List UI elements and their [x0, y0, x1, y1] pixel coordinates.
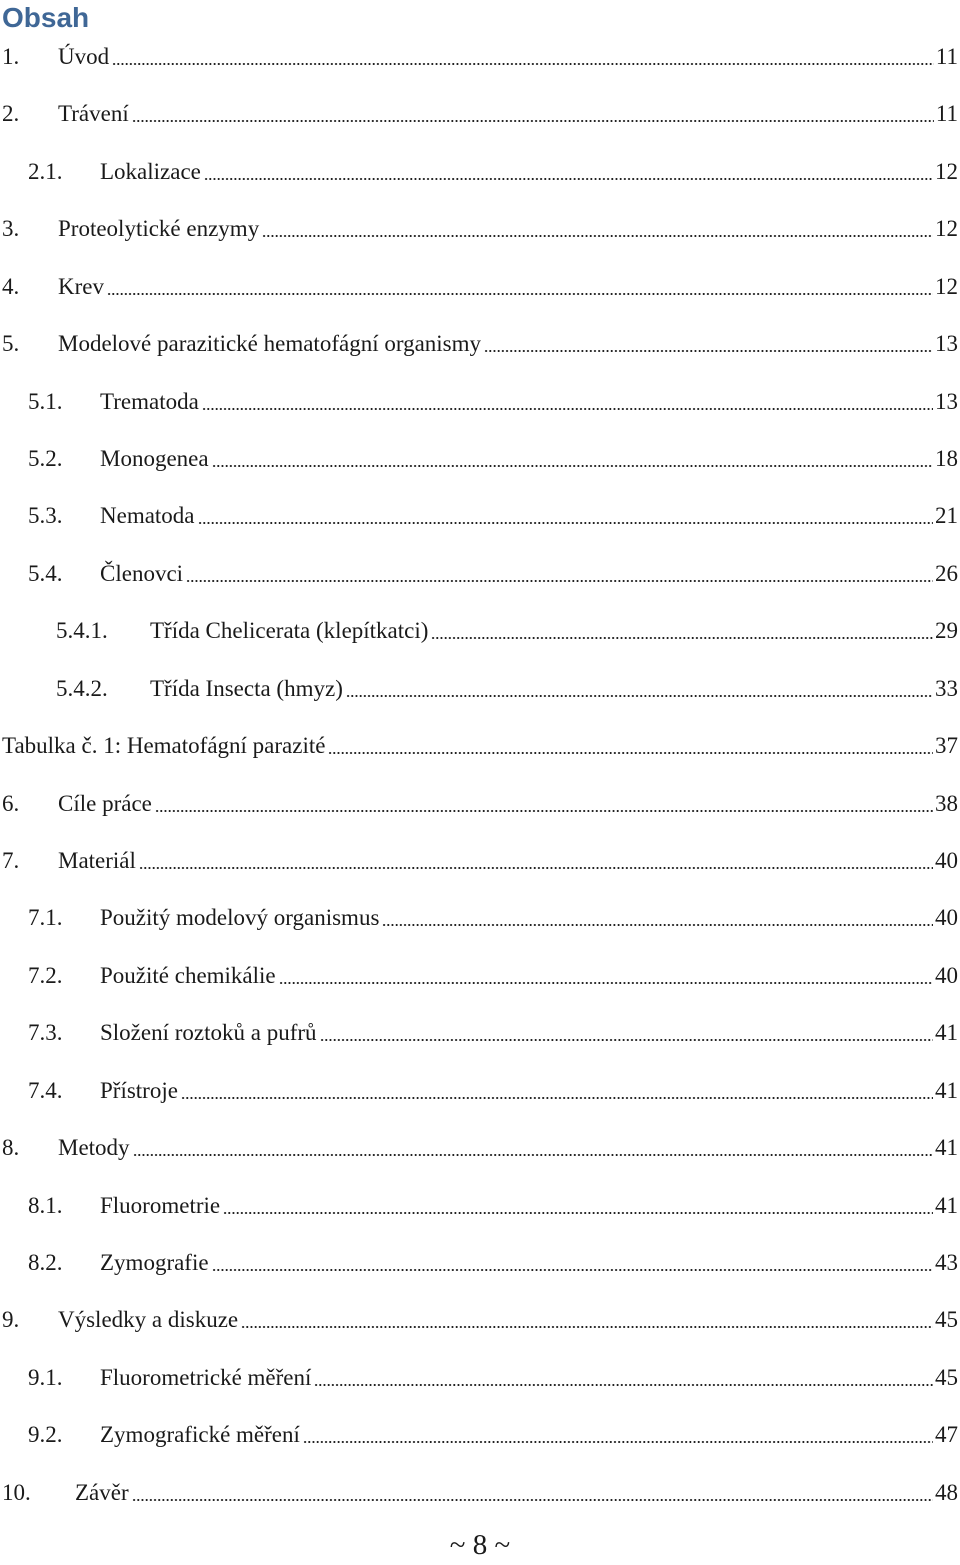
toc-entry[interactable]: [0, 1300, 960, 1340]
toc-entry-number: 8.: [2, 1135, 20, 1161]
toc-entry[interactable]: [0, 94, 960, 134]
toc-entry-number: 1.: [2, 44, 20, 69]
dot-leader: [279, 956, 933, 996]
toc-entry-number: 8.2.: [28, 1250, 63, 1276]
toc-entry[interactable]: [0, 152, 960, 192]
toc-entry[interactable]: [0, 1071, 960, 1111]
dot-leader: [223, 1186, 933, 1226]
toc-heading: Obsah: [2, 2, 90, 33]
toc-entry-title[interactable]: Krev: [58, 273, 104, 299]
toc-entry-number: 9.2.: [28, 1422, 63, 1448]
toc-entry[interactable]: [0, 898, 960, 938]
toc-entry-page[interactable]: 48: [935, 1479, 958, 1505]
toc-entry-title[interactable]: Materiál: [58, 848, 136, 874]
toc-entry-number: 5.4.: [28, 560, 63, 586]
toc-entry-number: 4.: [2, 273, 20, 299]
toc-entry-page[interactable]: 41: [935, 1192, 958, 1218]
toc-entry-number: 9.: [2, 1307, 20, 1333]
dot-leader: [431, 611, 933, 651]
toc-entry[interactable]: [0, 1358, 960, 1398]
toc-entry-title[interactable]: Členovci: [100, 560, 184, 586]
toc-entry-page[interactable]: 11: [935, 101, 958, 127]
toc-entry-number: 7.: [2, 848, 20, 874]
toc-entry-page[interactable]: 45: [935, 1364, 958, 1390]
dot-leader: [212, 1243, 933, 1283]
toc-entry-page[interactable]: 40: [935, 962, 958, 988]
toc-entry-title[interactable]: Závěr: [75, 1479, 129, 1505]
toc-entry-title[interactable]: Úvod: [58, 44, 110, 69]
toc-entry-page[interactable]: 12: [935, 158, 958, 184]
toc-entry-title[interactable]: Zymografické měření: [100, 1422, 300, 1448]
toc-entry[interactable]: [0, 382, 960, 422]
dot-leader: [198, 496, 933, 536]
dot-leader: [212, 439, 933, 479]
dot-leader: [202, 382, 933, 422]
toc-entry-number: 5.4.2.: [56, 675, 108, 701]
toc-entry-title[interactable]: Fluorometrické měření: [100, 1364, 312, 1390]
toc-entry[interactable]: [0, 956, 960, 996]
toc-entry-page[interactable]: 33: [935, 675, 958, 701]
toc-entry-number: 2.: [2, 101, 20, 127]
toc-entry-title[interactable]: Cíle práce: [58, 790, 152, 816]
dot-leader: [181, 1071, 933, 1111]
toc-entry-title[interactable]: Třída Insecta (hmyz): [150, 675, 343, 701]
toc-entry-page[interactable]: 18: [935, 446, 958, 471]
dot-leader: [320, 1013, 933, 1053]
toc-entry-title[interactable]: Trematoda: [100, 388, 199, 414]
toc-entry[interactable]: [0, 267, 960, 307]
toc-entry[interactable]: [0, 1243, 960, 1283]
toc-entry-number: 5.4.1.: [56, 618, 108, 644]
toc-entry[interactable]: [0, 726, 960, 766]
dot-leader: [133, 1128, 933, 1168]
toc-entry-title[interactable]: Nematoda: [100, 503, 195, 529]
toc-entry-title[interactable]: Tabulka č. 1: Hematofágní parazité: [2, 733, 326, 759]
dot-leader: [139, 841, 933, 881]
dot-leader: [132, 94, 934, 134]
toc-entry[interactable]: [0, 669, 960, 709]
toc-entry-title[interactable]: Proteolytické enzymy: [58, 216, 260, 242]
toc-entry-number: 10.: [2, 1479, 31, 1505]
dot-leader: [328, 726, 933, 766]
toc-entry[interactable]: [0, 554, 960, 594]
dot-leader: [132, 1473, 933, 1513]
toc-entry-number: 5.2.: [28, 446, 63, 471]
toc-entry[interactable]: [0, 1473, 960, 1513]
toc-entry-page[interactable]: 40: [935, 905, 958, 931]
toc-entry-page[interactable]: 37: [935, 733, 958, 759]
dot-leader: [204, 152, 933, 192]
toc-entry-page[interactable]: 41: [935, 1135, 958, 1161]
toc-entry-number: 5.3.: [28, 503, 63, 529]
toc-entry[interactable]: [0, 439, 960, 479]
toc-entry[interactable]: [0, 1013, 960, 1053]
toc-entry-number: 5.1.: [28, 388, 63, 414]
toc-entry-number: 2.1.: [28, 158, 63, 184]
toc-entry[interactable]: [0, 209, 960, 249]
dot-leader: [155, 784, 933, 824]
dot-leader: [107, 267, 933, 307]
toc-entry-number: 3.: [2, 216, 20, 242]
toc-entry-number: 6.: [2, 790, 20, 816]
toc-entry-title[interactable]: Monogenea: [100, 446, 209, 471]
toc-entry-page[interactable]: 13: [935, 388, 958, 414]
toc-entry[interactable]: [0, 1128, 960, 1168]
toc-entry[interactable]: [0, 1186, 960, 1226]
toc-entry-page[interactable]: 47: [935, 1422, 958, 1448]
toc-entry-title[interactable]: Složení roztoků a pufrů: [100, 1020, 317, 1046]
toc-entry-title[interactable]: Přístroje: [100, 1077, 178, 1103]
toc-entry-page[interactable]: 26: [935, 560, 958, 586]
toc-entry[interactable]: [0, 841, 960, 881]
toc-entry-title[interactable]: Zymografie: [100, 1250, 209, 1276]
toc-entry-title[interactable]: Metody: [58, 1135, 130, 1161]
toc-entry-title[interactable]: Fluorometrie: [100, 1192, 221, 1218]
toc-entry-page[interactable]: 12: [935, 273, 958, 299]
page-number-footer: ~ 8 ~: [449, 1529, 511, 1561]
toc-entry[interactable]: [0, 784, 960, 824]
toc-entry-title[interactable]: Použitý modelový organismus: [100, 905, 380, 931]
toc-entry-page[interactable]: 38: [935, 790, 958, 816]
toc-entry-page[interactable]: 40: [935, 848, 958, 874]
toc-entry-number: 7.1.: [28, 905, 63, 931]
toc-entry-title[interactable]: Třída Chelicerata (klepítkatci): [150, 618, 429, 644]
toc-entry-page[interactable]: 13: [935, 331, 958, 357]
dot-leader: [262, 209, 933, 249]
toc-entry-number: 8.1.: [28, 1192, 63, 1218]
toc-entry-number: 7.2.: [28, 962, 63, 988]
dot-leader: [314, 1358, 933, 1398]
dot-leader: [382, 898, 933, 938]
toc-entry-page[interactable]: 11: [935, 44, 958, 69]
toc-entry[interactable]: [0, 1415, 960, 1455]
toc-entry-page[interactable]: 41: [935, 1077, 958, 1103]
toc-entry-title[interactable]: Lokalizace: [100, 158, 201, 184]
toc-entry-number: 9.1.: [28, 1364, 63, 1390]
toc-entry-page[interactable]: 45: [935, 1307, 958, 1333]
toc-entry[interactable]: [0, 37, 960, 77]
dot-leader: [484, 324, 933, 364]
dot-leader: [241, 1300, 933, 1340]
toc-entry-page[interactable]: 21: [935, 503, 958, 529]
dot-leader: [303, 1415, 933, 1455]
toc-entry-title[interactable]: Trávení: [58, 101, 129, 127]
toc-entry-number: 5.: [2, 331, 20, 357]
toc-entry-title[interactable]: Výsledky a diskuze: [58, 1307, 239, 1333]
toc-entry-number: 7.3.: [28, 1020, 63, 1046]
toc-entry-page[interactable]: 12: [935, 216, 958, 242]
dot-leader: [186, 554, 933, 594]
toc-entry[interactable]: [0, 324, 960, 364]
toc-entry[interactable]: [0, 611, 960, 651]
toc-entry-page[interactable]: 41: [935, 1020, 958, 1046]
toc-entry-title[interactable]: Modelové parazitické hematofágní organismy: [58, 331, 482, 357]
dot-leader: [346, 669, 933, 709]
toc-entry[interactable]: [0, 496, 960, 536]
toc-entry-number: 7.4.: [28, 1077, 63, 1103]
dot-leader: [112, 37, 934, 77]
toc-entry-page[interactable]: 29: [935, 618, 958, 644]
toc-entry-title[interactable]: Použité chemikálie: [100, 962, 276, 988]
toc-entry-page[interactable]: 43: [935, 1250, 958, 1276]
